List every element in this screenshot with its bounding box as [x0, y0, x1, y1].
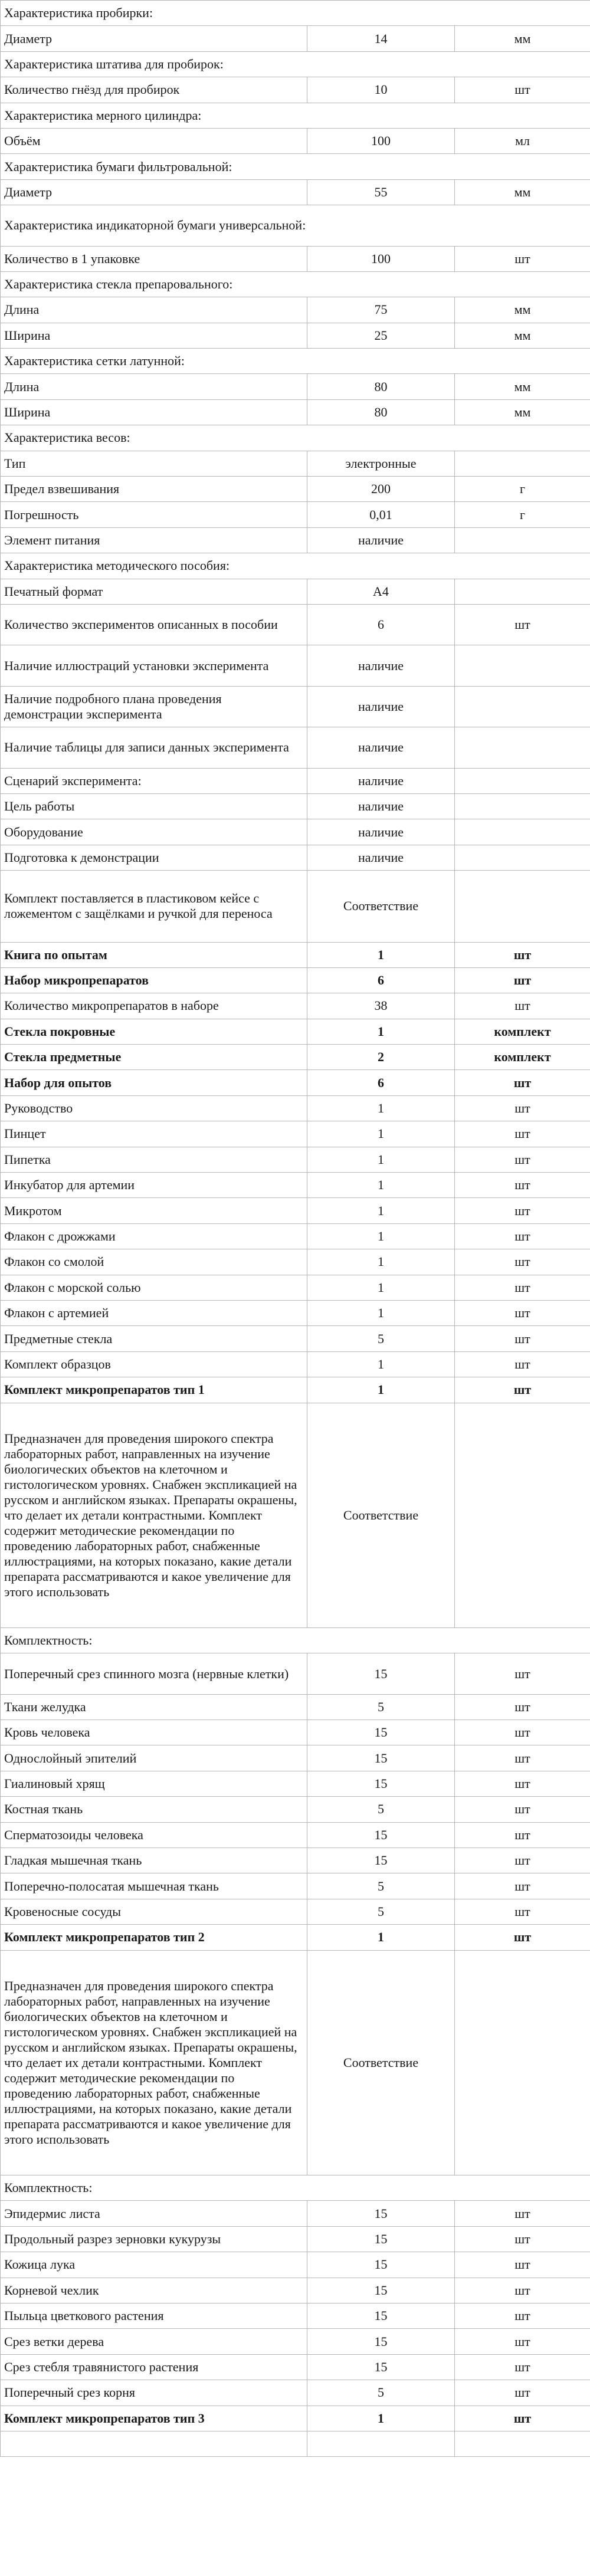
spec-value-cell: наличие	[307, 819, 455, 845]
spec-label-cell: Подготовка к демонстрации	[1, 845, 307, 870]
spec-unit-cell: шт	[455, 1070, 590, 1095]
spec-label-cell: Стекла покровные	[1, 1019, 307, 1044]
spec-row	[1, 768, 590, 793]
spec-value-cell: 1	[307, 942, 455, 967]
spec-unit-cell: комплект	[455, 1019, 590, 1044]
spec-unit-cell: шт	[455, 1198, 590, 1223]
spec-row	[1, 1403, 590, 1627]
spec-unit-cell: шт	[455, 1797, 590, 1822]
spec-label-cell: Длина	[1, 297, 307, 323]
spec-unit-cell: шт	[455, 1377, 590, 1403]
spec-row	[1, 1223, 590, 1249]
spec-unit-cell: шт	[455, 77, 590, 103]
spec-label-cell: Комплект поставляется в пластиковом кейсе с ложементом с защёлками и ручкой для переноса	[1, 871, 307, 942]
spec-value-cell: 15	[307, 1720, 455, 1745]
spec-value-cell: 15	[307, 1653, 455, 1694]
spec-value-cell: 75	[307, 297, 455, 323]
spec-value-cell: 0,01	[307, 502, 455, 527]
spec-row	[1, 2303, 590, 2328]
spec-value-cell: 15	[307, 2278, 455, 2303]
spec-value-cell: наличие	[307, 686, 455, 727]
section-header-row	[1, 1627, 590, 1653]
spec-value-cell: 5	[307, 1694, 455, 1719]
spec-value-cell: 1	[307, 1249, 455, 1275]
spec-label-cell: Количество экспериментов описанных в пособии	[1, 604, 307, 645]
specification-table-body	[1, 1, 590, 2457]
spec-unit-cell	[455, 645, 590, 686]
spec-value-cell: 5	[307, 1797, 455, 1822]
spec-unit-cell: шт	[455, 2226, 590, 2252]
spec-unit-cell: шт	[455, 1925, 590, 1950]
section-header-row	[1, 103, 590, 128]
section-header-label: Характеристика сетки латунной:	[1, 349, 590, 374]
spec-row	[1, 2354, 590, 2380]
spec-row	[1, 1351, 590, 1377]
spec-row	[1, 579, 590, 604]
spec-value-cell: наличие	[307, 527, 455, 553]
spec-label-cell: Ткани желудка	[1, 1694, 307, 1719]
spec-value-cell: наличие	[307, 727, 455, 768]
spec-label-cell: Диаметр	[1, 179, 307, 205]
spec-row	[1, 2201, 590, 2226]
spec-row	[1, 451, 590, 476]
spec-value-cell: 25	[307, 323, 455, 348]
spec-label-cell: Поперечно-полосатая мышечная ткань	[1, 1873, 307, 1899]
spec-label-cell: Количество гнёзд для пробирок	[1, 77, 307, 103]
spec-unit-cell	[455, 1403, 590, 1627]
spec-value-cell: 2	[307, 1045, 455, 1070]
spec-label-cell: Цель работы	[1, 793, 307, 819]
spec-row	[1, 1198, 590, 1223]
spec-label-cell: Срез ветки дерева	[1, 2329, 307, 2354]
spec-label-cell: Оборудование	[1, 819, 307, 845]
spec-row	[1, 1873, 590, 1899]
spec-label-cell: Пинцет	[1, 1121, 307, 1147]
spec-row	[1, 1694, 590, 1719]
spec-value-cell: 10	[307, 77, 455, 103]
spec-value-cell: 15	[307, 2226, 455, 2252]
spec-value-cell: 55	[307, 179, 455, 205]
spec-row	[1, 1653, 590, 1694]
spec-row	[1, 2406, 590, 2431]
spec-unit-cell	[455, 527, 590, 553]
spec-unit-cell: шт	[455, 1326, 590, 1351]
spec-label-cell	[1, 2431, 307, 2456]
spec-label-cell: Книга по опытам	[1, 942, 307, 967]
spec-unit-cell: шт	[455, 2380, 590, 2406]
spec-value-cell: 5	[307, 2380, 455, 2406]
section-header-row	[1, 553, 590, 579]
spec-row	[1, 1275, 590, 1300]
spec-label-cell: Комплект микропрепаратов тип 1	[1, 1377, 307, 1403]
spec-unit-cell	[455, 819, 590, 845]
spec-unit-cell	[455, 1950, 590, 2175]
spec-value-cell: 15	[307, 1771, 455, 1796]
spec-row	[1, 1822, 590, 1847]
spec-label-cell: Поперечный срез корня	[1, 2380, 307, 2406]
spec-value-cell: 15	[307, 2252, 455, 2278]
spec-label-cell: Ширина	[1, 399, 307, 425]
spec-unit-cell: шт	[455, 993, 590, 1019]
spec-row	[1, 1326, 590, 1351]
spec-label-cell: Пыльца цветкового растения	[1, 2303, 307, 2328]
section-header-label: Характеристика индикаторной бумаги универсальной:	[1, 205, 590, 246]
spec-label-cell: Наличие иллюстраций установки эксперимента	[1, 645, 307, 686]
spec-unit-cell	[455, 793, 590, 819]
spec-value-cell: 5	[307, 1899, 455, 1924]
spec-value-cell: 100	[307, 246, 455, 271]
section-header-label: Комплектность:	[1, 2175, 590, 2201]
spec-row	[1, 967, 590, 993]
spec-row	[1, 1377, 590, 1403]
spec-unit-cell	[455, 686, 590, 727]
spec-label-cell: Сперматозоиды человека	[1, 1822, 307, 1847]
spec-label-cell: Стекла предметные	[1, 1045, 307, 1070]
spec-row	[1, 1070, 590, 1095]
spec-label-cell: Руководство	[1, 1095, 307, 1121]
section-header-row	[1, 154, 590, 179]
spec-value-cell: 1	[307, 1275, 455, 1300]
spec-unit-cell: шт	[455, 1771, 590, 1796]
spec-value-cell: 6	[307, 1070, 455, 1095]
spec-value-cell: наличие	[307, 793, 455, 819]
spec-value-cell: Соответствие	[307, 1403, 455, 1627]
spec-value-cell: электронные	[307, 451, 455, 476]
spec-row	[1, 2380, 590, 2406]
spec-unit-cell: шт	[455, 1147, 590, 1172]
spec-unit-cell: шт	[455, 1249, 590, 1275]
spec-unit-cell: мм	[455, 399, 590, 425]
spec-label-cell: Погрешность	[1, 502, 307, 527]
spec-label-cell: Комплект микропрепаратов тип 3	[1, 2406, 307, 2431]
spec-row	[1, 1249, 590, 1275]
spec-label-cell: Инкубатор для артемии	[1, 1173, 307, 1198]
spec-label-cell: Количество микропрепаратов в наборе	[1, 993, 307, 1019]
spec-unit-cell: шт	[455, 1173, 590, 1198]
spec-value-cell: 15	[307, 2303, 455, 2328]
spec-unit-cell	[455, 2431, 590, 2456]
spec-unit-cell: мм	[455, 179, 590, 205]
spec-unit-cell: шт	[455, 1121, 590, 1147]
spec-row	[1, 2431, 590, 2456]
spec-row	[1, 1925, 590, 1950]
spec-unit-cell: мм	[455, 297, 590, 323]
spec-label-cell: Набор для опытов	[1, 1070, 307, 1095]
section-header-label: Характеристика методического пособия:	[1, 553, 590, 579]
spec-unit-cell: шт	[455, 967, 590, 993]
spec-row	[1, 128, 590, 153]
spec-unit-cell: шт	[455, 2406, 590, 2431]
spec-row	[1, 1848, 590, 1873]
spec-unit-cell: комплект	[455, 1045, 590, 1070]
section-header-label: Характеристика мерного цилиндра:	[1, 103, 590, 128]
spec-label-cell: Объём	[1, 128, 307, 153]
spec-value-cell: 1	[307, 1019, 455, 1044]
spec-unit-cell: г	[455, 477, 590, 502]
spec-label-cell: Поперечный срез спинного мозга (нервные клетки)	[1, 1653, 307, 1694]
spec-row	[1, 1950, 590, 2175]
spec-label-cell: Длина	[1, 374, 307, 399]
spec-unit-cell: шт	[455, 1653, 590, 1694]
spec-unit-cell: шт	[455, 2201, 590, 2226]
spec-label-cell: Флакон с дрожжами	[1, 1223, 307, 1249]
spec-label-cell: Диаметр	[1, 26, 307, 51]
spec-unit-cell: шт	[455, 1822, 590, 1847]
spec-label-cell: Предметные стекла	[1, 1326, 307, 1351]
spec-value-cell: 1	[307, 1095, 455, 1121]
spec-value-cell: 5	[307, 1326, 455, 1351]
spec-value-cell	[307, 2431, 455, 2456]
spec-row	[1, 1045, 590, 1070]
spec-label-cell: Флакон со смолой	[1, 1249, 307, 1275]
spec-row	[1, 1147, 590, 1172]
spec-unit-cell: шт	[455, 246, 590, 271]
spec-value-cell: 15	[307, 2329, 455, 2354]
spec-label-cell: Пипетка	[1, 1147, 307, 1172]
spec-label-cell: Ширина	[1, 323, 307, 348]
spec-row	[1, 246, 590, 271]
spec-label-cell: Предназначен для проведения широкого спектра лабораторных работ, направленных на изучение биологических объектов на клеточном и гистологическом уровнях. Снабжен экспликацией на русском и английском языках. Препараты окрашены, что делает их детали контрастными. Комплект содержит методические рекомендации по проведению лабораторных работ, снабженные иллюстрациями, на которых показано, какие детали препарата рассматриваются и какое увеличение для этого использовать	[1, 1403, 307, 1627]
spec-row	[1, 2226, 590, 2252]
spec-row	[1, 942, 590, 967]
spec-label-cell: Наличие подробного плана проведения демонстрации эксперимента	[1, 686, 307, 727]
spec-label-cell: Элемент питания	[1, 527, 307, 553]
spec-label-cell: Кровеносные сосуды	[1, 1899, 307, 1924]
spec-value-cell: 1	[307, 1925, 455, 1950]
spec-unit-cell: мл	[455, 128, 590, 153]
spec-label-cell: Кожица лука	[1, 2252, 307, 2278]
section-header-label: Характеристика весов:	[1, 425, 590, 451]
spec-row	[1, 399, 590, 425]
spec-row	[1, 26, 590, 51]
spec-value-cell: Соответствие	[307, 871, 455, 942]
spec-value-cell: наличие	[307, 845, 455, 870]
spec-unit-cell: шт	[455, 1694, 590, 1719]
spec-value-cell: 6	[307, 967, 455, 993]
spec-label-cell: Продольный разрез зерновки кукурузы	[1, 2226, 307, 2252]
spec-row	[1, 1095, 590, 1121]
spec-value-cell: 15	[307, 1848, 455, 1873]
spec-unit-cell: шт	[455, 1351, 590, 1377]
spec-row	[1, 727, 590, 768]
spec-unit-cell	[455, 845, 590, 870]
spec-label-cell: Микротом	[1, 1198, 307, 1223]
spec-label-cell: Сценарий эксперимента:	[1, 768, 307, 793]
spec-unit-cell: шт	[455, 1275, 590, 1300]
spec-row	[1, 2252, 590, 2278]
spec-unit-cell: шт	[455, 1899, 590, 1924]
section-header-label: Комплектность:	[1, 1627, 590, 1653]
spec-unit-cell: шт	[455, 1745, 590, 1771]
spec-value-cell: 1	[307, 1198, 455, 1223]
spec-value-cell: А4	[307, 579, 455, 604]
spec-unit-cell	[455, 727, 590, 768]
section-header-label: Характеристика пробирки:	[1, 1, 590, 26]
section-header-row	[1, 2175, 590, 2201]
spec-label-cell: Количество в 1 упаковке	[1, 246, 307, 271]
spec-label-cell: Комплект микропрепаратов тип 2	[1, 1925, 307, 1950]
spec-row	[1, 871, 590, 942]
spec-row	[1, 1899, 590, 1924]
spec-label-cell: Эпидермис листа	[1, 2201, 307, 2226]
spec-label-cell: Наличие таблицы для записи данных эксперимента	[1, 727, 307, 768]
spec-label-cell: Флакон с артемией	[1, 1300, 307, 1325]
spec-row	[1, 1771, 590, 1796]
spec-row	[1, 477, 590, 502]
spec-unit-cell: мм	[455, 323, 590, 348]
spec-label-cell: Срез стебля травянистого растения	[1, 2354, 307, 2380]
spec-unit-cell	[455, 768, 590, 793]
spec-row	[1, 1019, 590, 1044]
spec-value-cell: 38	[307, 993, 455, 1019]
spec-unit-cell	[455, 871, 590, 942]
spec-value-cell: наличие	[307, 768, 455, 793]
spec-row	[1, 1720, 590, 1745]
spec-row	[1, 793, 590, 819]
spec-row	[1, 1745, 590, 1771]
spec-unit-cell: шт	[455, 1873, 590, 1899]
spec-unit-cell	[455, 579, 590, 604]
spec-label-cell: Гиалиновый хрящ	[1, 1771, 307, 1796]
section-header-row	[1, 51, 590, 77]
spec-value-cell: наличие	[307, 645, 455, 686]
spec-row	[1, 527, 590, 553]
spec-unit-cell: шт	[455, 1848, 590, 1873]
spec-row	[1, 179, 590, 205]
spec-label-cell: Кровь человека	[1, 1720, 307, 1745]
spec-value-cell: 1	[307, 1351, 455, 1377]
spec-row	[1, 686, 590, 727]
spec-unit-cell: шт	[455, 1223, 590, 1249]
spec-row	[1, 374, 590, 399]
section-header-row	[1, 205, 590, 246]
spec-row	[1, 645, 590, 686]
spec-value-cell: Соответствие	[307, 1950, 455, 2175]
section-header-row	[1, 1, 590, 26]
spec-value-cell: 15	[307, 2354, 455, 2380]
spec-value-cell: 5	[307, 1873, 455, 1899]
spec-value-cell: 1	[307, 1173, 455, 1198]
spec-unit-cell: шт	[455, 2354, 590, 2380]
spec-label-cell: Комплект образцов	[1, 1351, 307, 1377]
spec-value-cell: 6	[307, 604, 455, 645]
spec-unit-cell: шт	[455, 942, 590, 967]
spec-label-cell: Однослойный эпителий	[1, 1745, 307, 1771]
spec-label-cell: Костная ткань	[1, 1797, 307, 1822]
spec-unit-cell: шт	[455, 604, 590, 645]
spec-label-cell: Предназначен для проведения широкого спектра лабораторных работ, направленных на изучение биологических объектов на клеточном и гистологическом уровнях. Снабжен экспликацией на русском и английском языках. Препараты окрашены, что делает их детали контрастными. Комплект содержит методические рекомендации по проведению лабораторных работ, снабженные иллюстрациями, на которых показано, какие детали препарата рассматриваются и какое увеличение для этого использовать	[1, 1950, 307, 2175]
spec-row	[1, 1173, 590, 1198]
spec-row	[1, 604, 590, 645]
section-header-row	[1, 349, 590, 374]
spec-row	[1, 2329, 590, 2354]
spec-value-cell: 15	[307, 1822, 455, 1847]
spec-row	[1, 2278, 590, 2303]
section-header-row	[1, 425, 590, 451]
spec-row	[1, 1121, 590, 1147]
spec-unit-cell: шт	[455, 2278, 590, 2303]
spec-unit-cell	[455, 451, 590, 476]
spec-unit-cell: г	[455, 502, 590, 527]
spec-row	[1, 1300, 590, 1325]
spec-unit-cell: шт	[455, 2329, 590, 2354]
spec-value-cell: 1	[307, 1300, 455, 1325]
spec-value-cell: 14	[307, 26, 455, 51]
spec-value-cell: 100	[307, 128, 455, 153]
spec-row	[1, 502, 590, 527]
spec-value-cell: 15	[307, 2201, 455, 2226]
spec-row	[1, 323, 590, 348]
spec-label-cell: Набор микропрепаратов	[1, 967, 307, 993]
spec-unit-cell: мм	[455, 26, 590, 51]
spec-row	[1, 819, 590, 845]
section-header-label: Характеристика стекла препаровального:	[1, 271, 590, 297]
spec-value-cell: 1	[307, 1377, 455, 1403]
section-header-label: Характеристика штатива для пробирок:	[1, 51, 590, 77]
spec-value-cell: 1	[307, 2406, 455, 2431]
spec-row	[1, 845, 590, 870]
spec-label-cell: Корневой чехлик	[1, 2278, 307, 2303]
spec-value-cell: 1	[307, 1223, 455, 1249]
spec-row	[1, 297, 590, 323]
spec-label-cell: Тип	[1, 451, 307, 476]
spec-value-cell: 200	[307, 477, 455, 502]
spec-row	[1, 77, 590, 103]
spec-label-cell: Флакон с морской солью	[1, 1275, 307, 1300]
spec-unit-cell: шт	[455, 1300, 590, 1325]
spec-label-cell: Гладкая мышечная ткань	[1, 1848, 307, 1873]
spec-label-cell: Печатный формат	[1, 579, 307, 604]
spec-unit-cell: мм	[455, 374, 590, 399]
spec-unit-cell: шт	[455, 2252, 590, 2278]
spec-unit-cell: шт	[455, 1720, 590, 1745]
section-header-row	[1, 271, 590, 297]
spec-unit-cell: шт	[455, 2303, 590, 2328]
spec-value-cell: 15	[307, 1745, 455, 1771]
spec-value-cell: 80	[307, 374, 455, 399]
spec-unit-cell: шт	[455, 1095, 590, 1121]
spec-row	[1, 993, 590, 1019]
section-header-label: Характеристика бумаги фильтровальной:	[1, 154, 590, 179]
spec-value-cell: 1	[307, 1121, 455, 1147]
spec-value-cell: 80	[307, 399, 455, 425]
spec-value-cell: 1	[307, 1147, 455, 1172]
spec-row	[1, 1797, 590, 1822]
spec-label-cell: Предел взвешивания	[1, 477, 307, 502]
